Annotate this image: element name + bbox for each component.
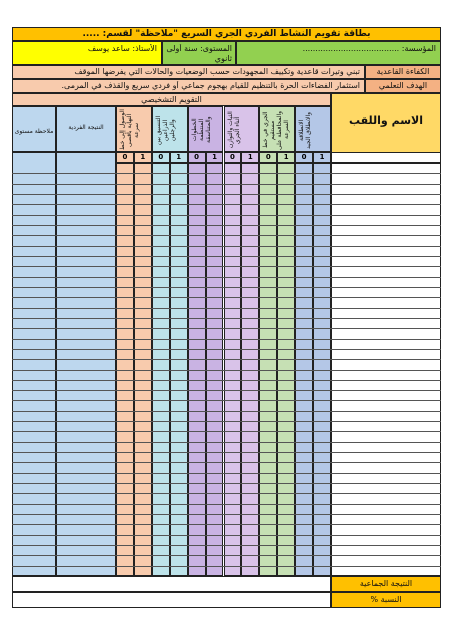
competency-text: تبني وتيرات قاعدية وتكييف المجهودات حسب الوضعيات والحالات التي يفرضها الموقف — [74, 67, 360, 76]
collective-result-label: النتيجة الجماعية — [359, 579, 413, 588]
level-cell — [162, 41, 236, 65]
table-row-divider — [331, 566, 441, 567]
competency-text-cell — [12, 65, 365, 79]
score-header-0: 0 — [152, 152, 170, 163]
table-row-divider — [331, 287, 441, 288]
table-row-divider — [12, 380, 331, 381]
table-row-divider — [12, 411, 331, 412]
percentage-cell — [331, 592, 441, 608]
table-row-divider — [12, 431, 331, 432]
table-row-divider — [331, 173, 441, 174]
table-row-divider — [12, 473, 331, 474]
score-header-1: 1 — [170, 152, 188, 163]
table-row-divider — [12, 421, 331, 422]
criterion-label: الجري في خط مستقيم والمحافظة على السرعة — [262, 110, 291, 150]
table-row-divider — [331, 400, 441, 401]
table-row-divider — [331, 266, 441, 267]
score-header-0: 0 — [259, 152, 277, 163]
criterion-label: الانطلاقة والانطلاق الجيد — [298, 111, 313, 149]
table-row-divider — [331, 452, 441, 453]
table-row-divider — [331, 442, 441, 443]
table-row-divider — [331, 339, 441, 340]
table-row-divider — [12, 452, 331, 453]
criterion-label: الخطوات المنتظمة والمتناسقة — [190, 116, 212, 144]
table-row-divider — [331, 462, 441, 463]
table-row-divider — [331, 524, 441, 525]
competency-label: الكفاءة القاعدية — [376, 67, 430, 76]
table-row-divider — [12, 349, 331, 350]
table-row-divider — [12, 297, 331, 298]
table-row-divider — [12, 277, 331, 278]
table-row-divider — [12, 400, 331, 401]
table-row-divider — [12, 535, 331, 536]
table-row-divider — [12, 173, 331, 174]
table-row-divider — [12, 318, 331, 319]
score-header-0: 0 — [116, 152, 134, 163]
collective-result-cell — [331, 576, 441, 592]
criterion-label: الثبات والتوازن أثناء الجري — [226, 111, 241, 149]
table-row-divider — [331, 256, 441, 257]
criterion-header-4 — [188, 106, 224, 152]
score-header-1: 1 — [241, 152, 259, 163]
competency-label-cell — [365, 65, 441, 79]
table-row-divider — [331, 421, 441, 422]
table-row-divider — [12, 215, 331, 216]
table-row-divider — [331, 359, 441, 360]
table-row-divider — [331, 390, 441, 391]
score-header-1: 1 — [313, 152, 331, 163]
criterion-label: التنسيق بين الذراعين والرجلين — [154, 115, 176, 145]
name-header: الاسم واللقب — [348, 114, 424, 127]
institution-cell — [236, 41, 441, 65]
table-row-divider — [331, 328, 441, 329]
table-row-divider — [331, 225, 441, 226]
table-row-divider — [12, 442, 331, 443]
table-row-divider — [331, 473, 441, 474]
name-score-spacer — [331, 152, 441, 163]
teacher-label: الأستاذ: ساعد يوسف — [87, 44, 157, 53]
table-row-divider — [331, 277, 441, 278]
level-header-cell — [12, 106, 56, 152]
objective-text: استثمار الفضاءات الحرة بالتنظيم للقيام بهجوم جماعي أو فردي سريع والقذف في المرمى. — [61, 81, 360, 90]
table-row-divider — [331, 235, 441, 236]
table-row-divider — [12, 390, 331, 391]
individual-result-header-cell — [56, 106, 116, 152]
table-row-divider — [12, 308, 331, 309]
table-row-divider — [331, 194, 441, 195]
table-row-divider — [331, 483, 441, 484]
title-bar — [12, 27, 441, 41]
percentage-label: النسبة % — [370, 595, 402, 604]
table-row-divider — [12, 184, 331, 185]
table-row-divider — [12, 359, 331, 360]
table-row-divider — [331, 504, 441, 505]
criterion-header-1 — [295, 106, 331, 152]
table-row-divider — [331, 246, 441, 247]
table-row-divider — [331, 349, 441, 350]
table-row-divider — [331, 184, 441, 185]
diagnostic-label: التقويم التشخيصي — [141, 95, 202, 104]
score-header-0: 0 — [188, 152, 206, 163]
score-header-1: 1 — [206, 152, 224, 163]
table-row-divider — [331, 411, 441, 412]
diagnostic-label-cell — [12, 93, 331, 106]
level-label: المستوى: سنة أولى ثانوي — [166, 44, 232, 63]
table-row-divider — [12, 545, 331, 546]
individual-result-header: النتيجة الفردية — [68, 124, 104, 131]
table-row-divider — [331, 380, 441, 381]
table-row-divider — [12, 235, 331, 236]
table-row-divider — [12, 462, 331, 463]
level-header: ملاحظة مستوى — [14, 128, 54, 135]
teacher-cell — [12, 41, 162, 65]
page-title: بطاقة تقويم النشاط الفردي الجري السريع "ملاحظة" لقسم: ..... — [82, 29, 371, 39]
institution-label: المؤسسة: ...................................... — [302, 44, 436, 53]
table-row-divider — [331, 370, 441, 371]
table-row-divider — [331, 215, 441, 216]
table-row-divider — [331, 318, 441, 319]
table-row-divider — [12, 555, 331, 556]
table-row-divider — [12, 370, 331, 371]
objective-label-cell — [365, 79, 441, 93]
table-row-divider — [12, 246, 331, 247]
score-header-1: 1 — [134, 152, 152, 163]
table-row-divider — [331, 431, 441, 432]
table-row-divider — [331, 204, 441, 205]
table-row-divider — [12, 566, 331, 567]
table-row-divider — [12, 493, 331, 494]
table-row-divider — [12, 328, 331, 329]
objective-text-cell — [12, 79, 365, 93]
criterion-header-2 — [259, 106, 295, 152]
student-table — [12, 106, 441, 608]
criterion-header-6 — [116, 106, 152, 152]
score-header-0: 0 — [295, 152, 313, 163]
table-row-divider — [331, 545, 441, 546]
table-row-divider — [12, 524, 331, 525]
score-header-1: 1 — [277, 152, 295, 163]
percentage-row — [12, 592, 331, 608]
table-row-divider — [12, 225, 331, 226]
table-row-divider — [12, 194, 331, 195]
table-row-divider — [12, 339, 331, 340]
table-row-divider — [331, 493, 441, 494]
table-row-divider — [12, 287, 331, 288]
criterion-header-5 — [152, 106, 188, 152]
collective-result-row — [12, 576, 331, 592]
criterion-label: الوصول إلى خط النهاية بأقصى سرعة — [119, 109, 140, 151]
table-row-divider — [331, 308, 441, 309]
objective-label: الهدف التعلمي — [378, 81, 428, 90]
table-row-divider — [331, 297, 441, 298]
criterion-header-3 — [224, 106, 260, 152]
table-row-divider — [12, 256, 331, 257]
table-row-divider — [331, 535, 441, 536]
score-header-0: 0 — [224, 152, 242, 163]
table-row-divider — [12, 266, 331, 267]
table-row-divider — [12, 504, 331, 505]
table-row-divider — [331, 555, 441, 556]
table-row-divider — [12, 204, 331, 205]
table-row-divider — [331, 514, 441, 515]
table-row-divider — [12, 514, 331, 515]
table-row-divider — [12, 483, 331, 484]
